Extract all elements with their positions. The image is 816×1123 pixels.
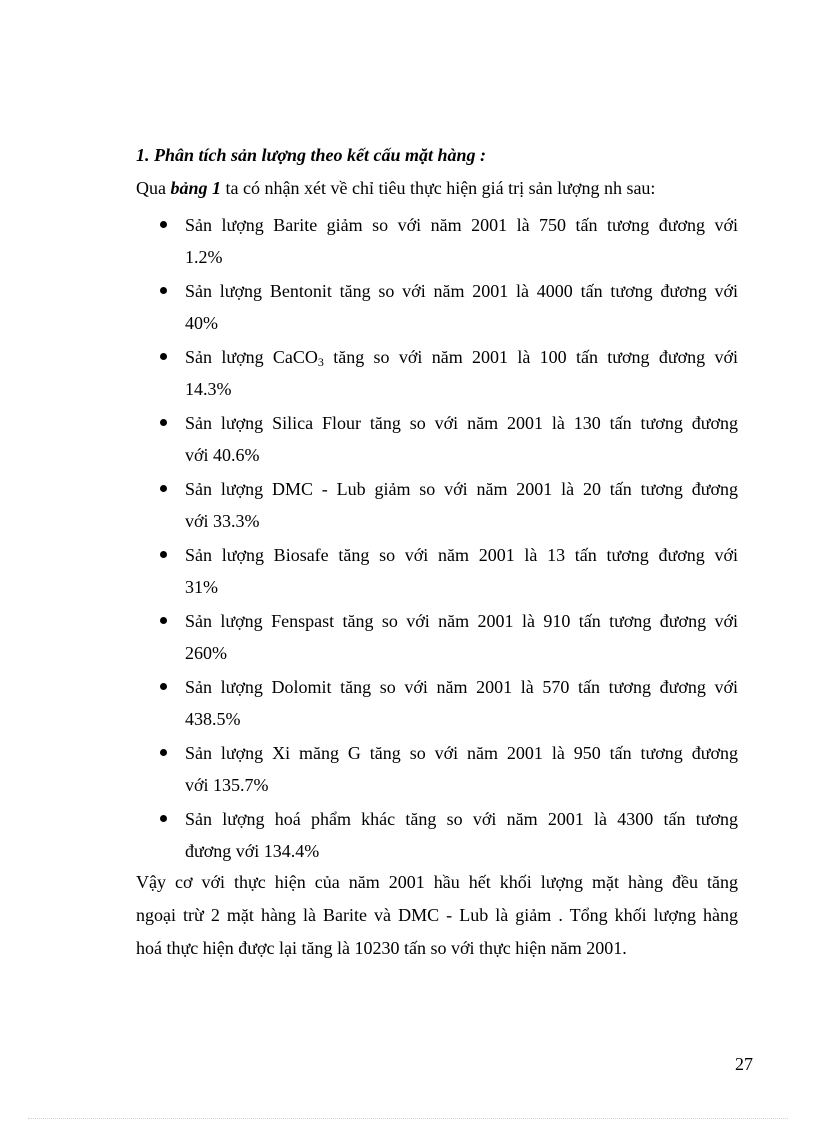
bullet-icon <box>160 221 167 228</box>
list-item <box>136 341 738 407</box>
intro-emphasis: bảng 1 <box>170 178 222 198</box>
conclusion-line: hoá thực hiện được lại tăng là 10230 tấn so với thực hiện năm 2001. <box>136 938 627 958</box>
bullet-icon <box>160 815 167 822</box>
bullet-icon <box>160 419 167 426</box>
list-item <box>136 539 738 605</box>
bullet-icon <box>160 617 167 624</box>
bullet-icon <box>160 353 167 360</box>
list-item-line2: đương với 134.4% <box>185 841 320 861</box>
list-item <box>136 407 738 473</box>
list-item <box>136 209 738 275</box>
section-heading: 1. Phân tích sản lượng theo kết cấu mặt hàng : <box>136 145 486 165</box>
list-item-line1 <box>185 341 738 373</box>
bullet-icon <box>160 749 167 756</box>
conclusion-line: Vậy cơ với thực hiện của năm 2001 hầu hết khối lượng mặt hàng đều tăng <box>136 872 738 892</box>
intro-suffix: ta có nhận xét về chỉ tiêu thực hiện giá trị sản lượng nh sau: <box>221 178 656 198</box>
bullet-list <box>136 209 738 869</box>
list-item-line1: Sản lượng Barite giảm so với năm 2001 là 750 tấn tương đương với <box>185 215 738 235</box>
list-item-line1: Sản lượng DMC - Lub giảm so với năm 2001 là 20 tấn tương đương <box>185 479 738 499</box>
list-item-line1: Sản lượng hoá phẩm khác tăng so với năm 2001 là 4300 tấn tương <box>185 809 738 829</box>
list-item-line2: 1.2% <box>185 247 223 267</box>
bullet-icon <box>160 551 167 558</box>
list-item-line1: Sản lượng Fenspast tăng so với năm 2001 là 910 tấn tương đương với <box>185 611 738 631</box>
list-item-line2: với 33.3% <box>185 511 260 531</box>
list-item-line2: 31% <box>185 577 218 597</box>
list-item <box>136 473 738 539</box>
list-item <box>136 803 738 869</box>
list-item-line2: với 135.7% <box>185 775 269 795</box>
bullet-icon <box>160 485 167 492</box>
list-item-line2: 260% <box>185 643 227 663</box>
list-item-line2: 14.3% <box>185 379 232 399</box>
list-item-line2: 438.5% <box>185 709 241 729</box>
subscript-3: 3 <box>317 355 324 369</box>
list-item-line1-pre: Sản lượng CaCO <box>185 347 318 367</box>
conclusion-paragraph <box>136 866 738 965</box>
list-item <box>136 275 738 341</box>
list-item-line2: 40% <box>185 313 218 333</box>
list-item-line1: Sản lượng Bentonit tăng so với năm 2001 là 4000 tấn tương đương với <box>185 281 738 301</box>
intro-paragraph <box>136 178 655 199</box>
list-item-line1: Sản lượng Silica Flour tăng so với năm 2001 là 130 tấn tương đương <box>185 413 738 433</box>
list-item-line1: Sản lượng Xi măng G tăng so với năm 2001 là 950 tấn tương đương <box>185 743 738 763</box>
list-item-line1: Sản lượng Dolomit tăng so với năm 2001 là 570 tấn tương đương với <box>185 677 738 697</box>
page-number: 27 <box>735 1054 753 1074</box>
list-item <box>136 737 738 803</box>
intro-prefix: Qua <box>136 178 171 198</box>
list-item-line2: với 40.6% <box>185 445 260 465</box>
bullet-icon <box>160 683 167 690</box>
list-item-line1-post: tăng so với năm 2001 là 100 tấn tương đương với <box>323 347 738 367</box>
list-item-line1: Sản lượng Biosafe tăng so với năm 2001 là 13 tấn tương đương với <box>185 545 738 565</box>
conclusion-line: ngoại trừ 2 mặt hàng là Barite và DMC - Lub là giảm . Tổng khối lượng hàng <box>136 905 738 925</box>
list-item <box>136 605 738 671</box>
bullet-icon <box>160 287 167 294</box>
footer-divider <box>28 1118 788 1119</box>
list-item <box>136 671 738 737</box>
